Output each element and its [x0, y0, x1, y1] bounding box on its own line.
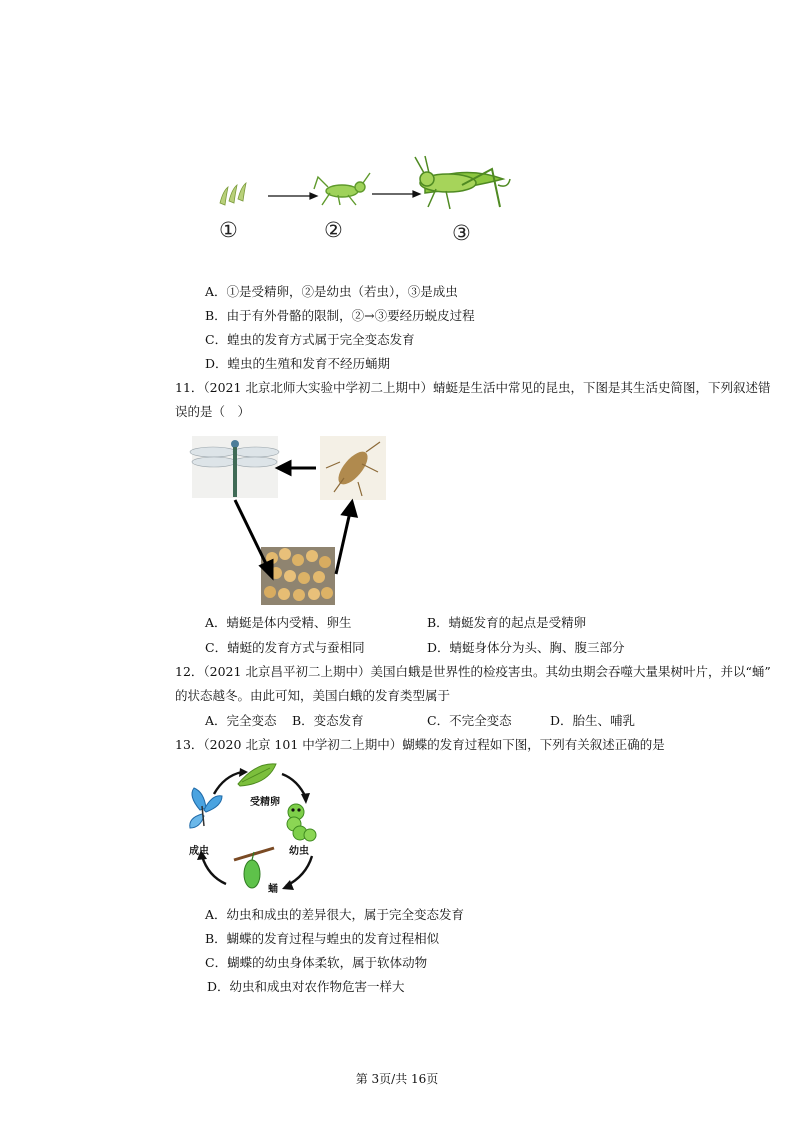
q12-stem-line-2: 的状态越冬。由此可知，美国白蛾的发育类型属于 [175, 688, 451, 703]
q11-option-c: C．蜻蜓的发育方式与蚕相同 [205, 640, 365, 655]
q10-option-d: D．蝗虫的生殖和发育不经历蛹期 [205, 356, 391, 371]
q12-stem-line-1: 12．（2021 北京昌平初二上期中）美国白蛾是世界性的检疫害虫。其幼虫期会吞噬大量果树叶片，并以“蛹” [175, 664, 771, 679]
q12-option-b: B．变态发育 [292, 713, 364, 728]
label-adult: 成虫 [189, 846, 209, 857]
arrow-eggs-to-nymph [268, 193, 317, 199]
q12-option-a: A．完全变态 [205, 713, 277, 728]
caterpillar-icon [287, 804, 316, 841]
arrow-nymph-to-adult [372, 191, 420, 197]
figure-label-nymph: ② [324, 218, 343, 242]
leaf-egg-icon [238, 764, 276, 786]
q13-option-d: D．幼虫和成虫对农作物危害一样大 [207, 979, 405, 994]
q11-option-b: B．蜻蜓发育的起点是受精卵 [427, 615, 587, 630]
q12-option-d: D．胎生、哺乳 [550, 713, 636, 728]
grasshopper-nymph-illustration [314, 173, 370, 205]
q12-option-c: C．不完全变态 [427, 713, 512, 728]
label-pupa: 蛹 [268, 884, 278, 895]
grasshopper-adult-illustration [415, 156, 510, 209]
q13-option-a: A．幼虫和成虫的差异很大，属于完全变态发育 [205, 907, 465, 922]
grasshopper-development-figure [210, 155, 520, 255]
q10-option-a: A．①是受精卵，②是幼虫（若虫），③是成虫 [205, 284, 458, 299]
page-number-footer: 第 3页/共 16页 [355, 1072, 439, 1086]
q10-option-c: C．蝗虫的发育方式属于完全变态发育 [205, 332, 415, 347]
q11-stem-line-1: 11．（2021 北京北师大实验中学初二上期中）蜻蜓是生活中常见的昆虫，下图是其生活史简图，下列叙述错 [175, 380, 771, 395]
butterfly-icon [190, 788, 222, 828]
q10-option-b: B．由于有外骨骼的限制，②→③要经历蜕皮过程 [205, 308, 475, 323]
figure-label-adult: ③ [452, 221, 471, 245]
figure-label-eggs: ① [219, 218, 238, 242]
q11-option-a: A．蜻蜓是体内受精、卵生 [205, 615, 352, 630]
dragonfly-larva-photo [320, 436, 386, 500]
q11-stem-line-2: 误的是（ ） [175, 404, 251, 419]
grasshopper-eggs-illustration [220, 183, 246, 205]
label-fertilized-egg: 受精卵 [250, 797, 280, 808]
dragonfly-lifecycle-figure [188, 432, 388, 608]
q13-option-b: B．蝴蝶的发育过程与蝗虫的发育过程相似 [205, 931, 440, 946]
q13-stem: 13．（2020 北京 101 中学初二上期中）蝴蝶的发育过程如下图，下列有关叙述正确的是 [175, 737, 665, 752]
q13-option-c: C．蝴蝶的幼虫身体柔软，属于软体动物 [205, 955, 428, 970]
dragonfly-adult-photo [190, 436, 279, 498]
label-larva: 幼虫 [289, 846, 309, 857]
q11-option-d: D．蜻蜓身体分为头、胸、腹三部分 [427, 640, 625, 655]
butterfly-lifecycle-figure [184, 760, 334, 900]
